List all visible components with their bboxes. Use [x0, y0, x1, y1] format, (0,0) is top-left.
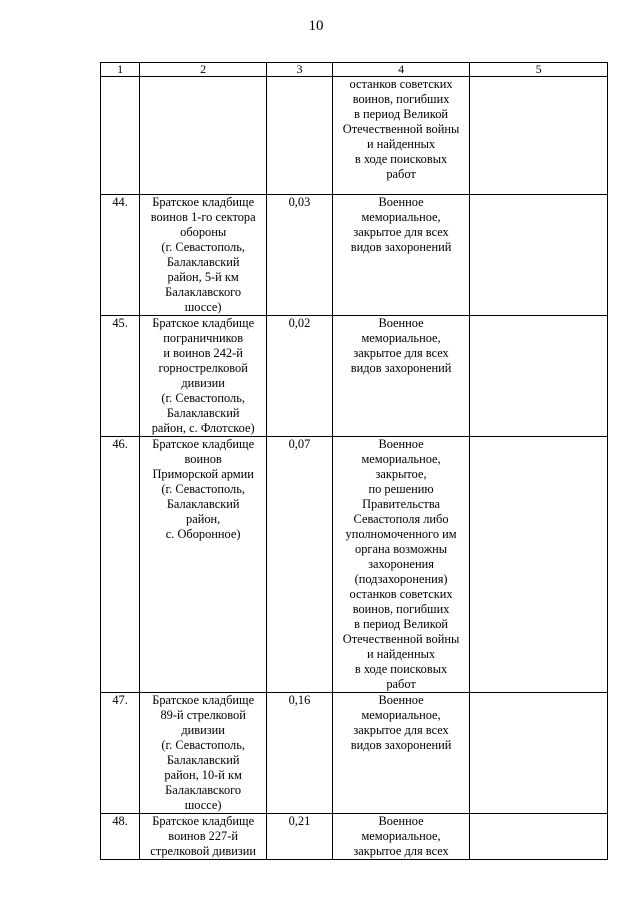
site-name [140, 77, 267, 195]
burial-sites-table [100, 62, 608, 860]
site-note [470, 693, 608, 814]
site-status: Военное мемориальное, закрытое, по решению Правительства Севастополя либо уполномоченного им органа возможны захоронения (подзахоронения) останков советских воинов, погибших в период Великой Отечественной войны и найденных в ходе поисковых работ [332, 437, 470, 693]
site-note [470, 814, 608, 860]
column-header-2: 2 [140, 63, 267, 77]
site-status: Военное мемориальное, закрытое для всех видов захоронений [332, 195, 470, 316]
column-header-4: 4 [332, 63, 470, 77]
table-header-row [101, 63, 608, 77]
site-name: Братское кладбище 89-й стрелковой дивизии (г. Севастополь, Балаклавский район, 10-й км Балаклавского шоссе) [140, 693, 267, 814]
table-row [101, 814, 608, 860]
column-header-5: 5 [470, 63, 608, 77]
site-name: Братское кладбище воинов Приморской армии (г. Севастополь, Балаклавский район, с. Оборонное) [140, 437, 267, 693]
site-status: Военное мемориальное, закрытое для всех видов захоронений [332, 316, 470, 437]
row-number: 44. [101, 195, 140, 316]
row-number: 46. [101, 437, 140, 693]
table-row [101, 77, 608, 195]
column-header-3: 3 [267, 63, 333, 77]
site-area: 0,16 [267, 693, 333, 814]
row-number [101, 77, 140, 195]
site-note [470, 195, 608, 316]
site-status: Военное мемориальное, закрытое для всех видов захоронений [332, 693, 470, 814]
site-status: останков советских воинов, погибших в период Великой Отечественной войны и найденных в ходе поисковых работ [332, 77, 470, 195]
site-note [470, 437, 608, 693]
table-row [101, 195, 608, 316]
table-row [101, 693, 608, 814]
column-header-1: 1 [101, 63, 140, 77]
page-number: 10 [308, 18, 324, 34]
row-number: 47. [101, 693, 140, 814]
site-name: Братское кладбище воинов 227-й стрелковой дивизии [140, 814, 267, 860]
site-area: 0,21 [267, 814, 333, 860]
site-area: 0,02 [267, 316, 333, 437]
site-name: Братское кладбище пограничников и воинов 242-й горнострелковой дивизии (г. Севастополь, Балаклавский район, с. Флотское) [140, 316, 267, 437]
site-note [470, 77, 608, 195]
site-area: 0,07 [267, 437, 333, 693]
table-row [101, 437, 608, 693]
site-note [470, 316, 608, 437]
site-status: Военное мемориальное, закрытое для всех [332, 814, 470, 860]
table-row [101, 316, 608, 437]
row-number: 45. [101, 316, 140, 437]
row-number: 48. [101, 814, 140, 860]
site-name: Братское кладбище воинов 1-го сектора обороны (г. Севастополь, Балаклавский район, 5-й км Балаклавского шоссе) [140, 195, 267, 316]
site-area [267, 77, 333, 195]
site-area: 0,03 [267, 195, 333, 316]
